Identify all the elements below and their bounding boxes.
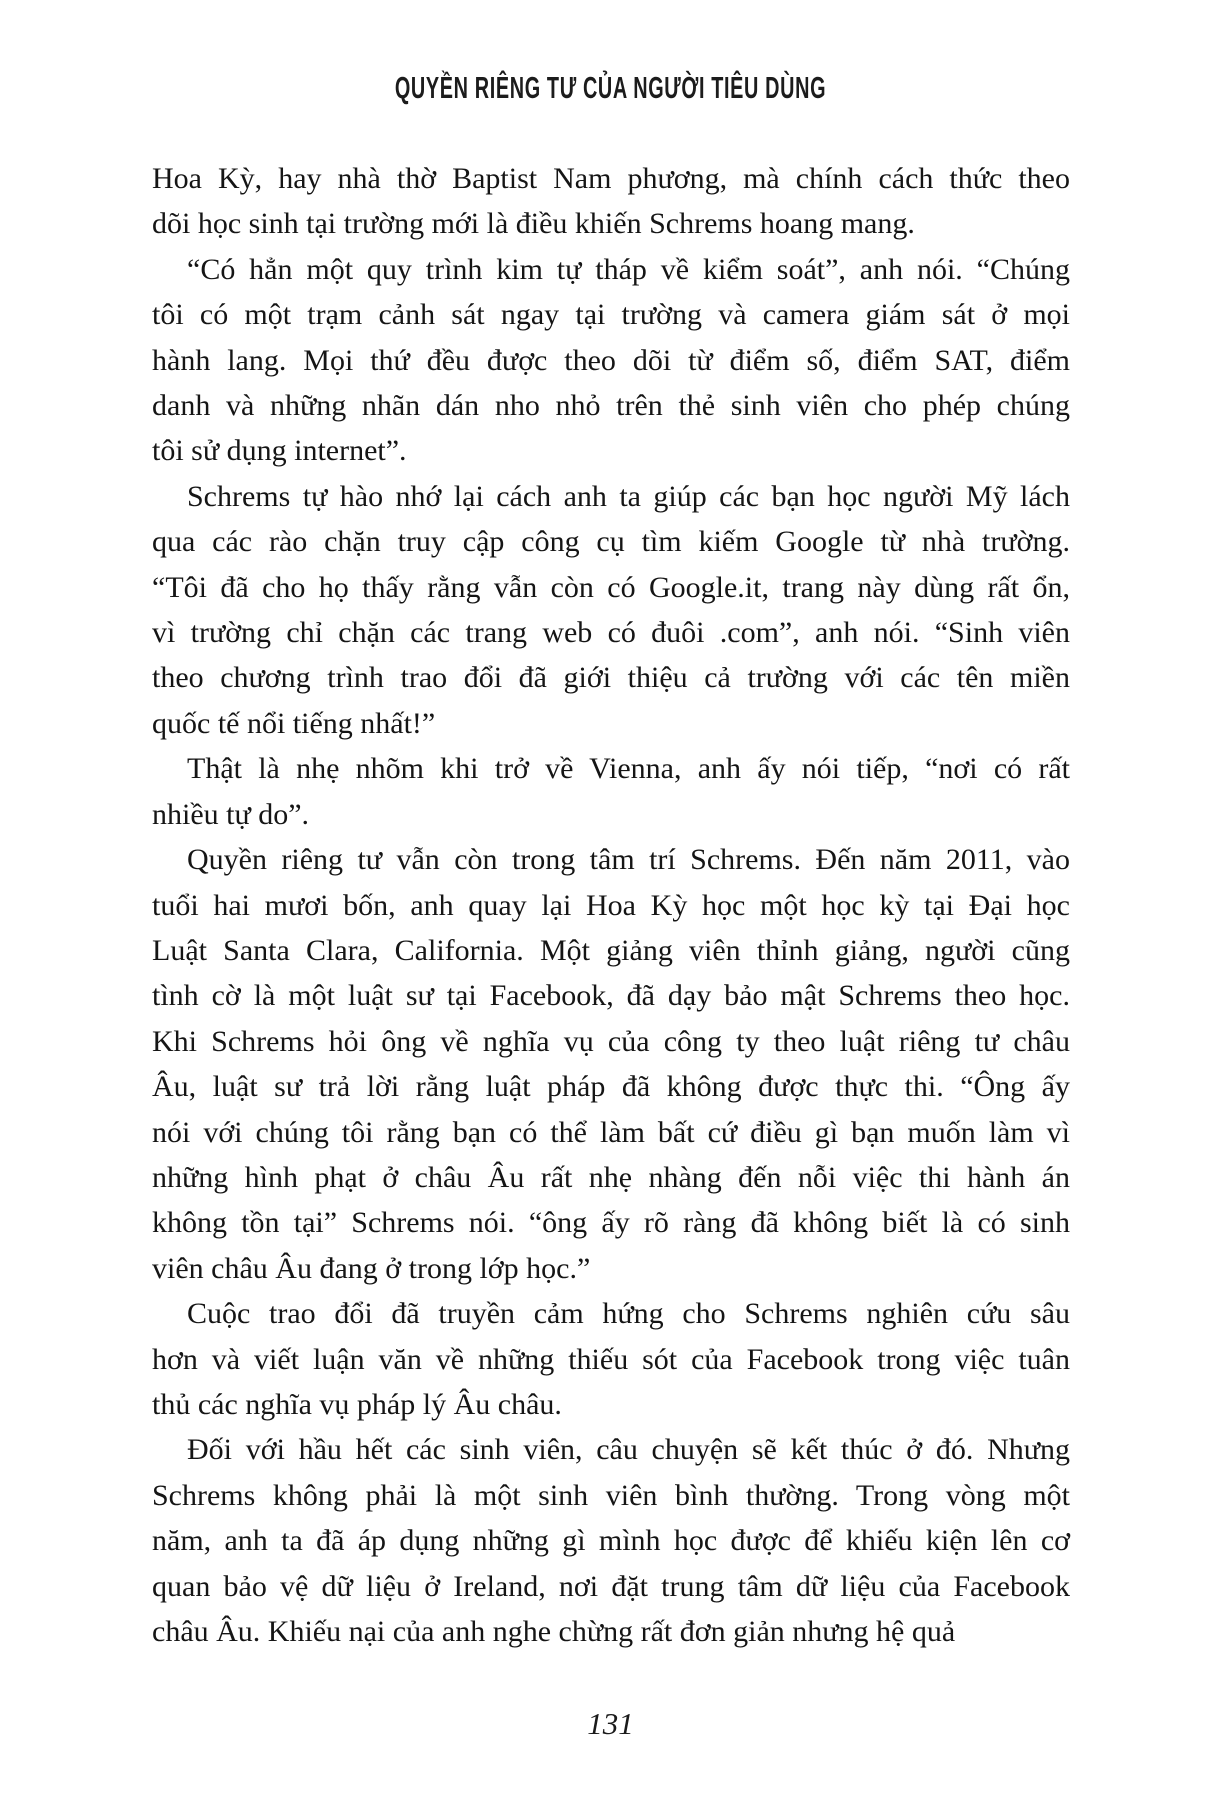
body-line: Âu, luật sư trả lời rằng luật pháp đã không được thực thi. “Ông ấy xyxy=(152,1070,1070,1104)
body-line: châu Âu. Khiếu nại của anh nghe chừng rất đơn giản nhưng hệ quả xyxy=(152,1615,956,1648)
body-line: Cuộc trao đổi đã truyền cảm hứng cho Schrems nghiên cứu sâu xyxy=(187,1297,1070,1331)
body-line: tôi sử dụng internet”. xyxy=(152,434,407,468)
body-text xyxy=(152,156,1070,1654)
body-line: thủ các nghĩa vụ pháp lý Âu châu. xyxy=(152,1387,562,1421)
page-number: 131 xyxy=(587,1706,634,1741)
body-line: Schrems không phải là một sinh viên bình thường. Trong vòng một xyxy=(152,1478,1070,1512)
body-line: quan bảo vệ dữ liệu ở Ireland, nơi đặt trung tâm dữ liệu của Facebook xyxy=(152,1569,1070,1603)
body-line: viên châu Âu đang ở trong lớp học.” xyxy=(152,1251,591,1285)
body-line: nhiều tự do”. xyxy=(152,797,310,831)
body-line: Schrems tự hào nhớ lại cách anh ta giúp các bạn học người Mỹ lách xyxy=(187,479,1070,513)
body-line: tôi có một trạm cảnh sát ngay tại trường và camera giám sát ở mọi xyxy=(152,298,1070,332)
body-line: hành lang. Mọi thứ đều được theo dõi từ điểm số, điểm SAT, điểm xyxy=(152,343,1070,377)
body-line: Khi Schrems hỏi ông về nghĩa vụ của công ty theo luật riêng tư châu xyxy=(152,1024,1070,1058)
body-line: tuổi hai mươi bốn, anh quay lại Hoa Kỳ học một học kỳ tại Đại học xyxy=(152,888,1070,922)
body-line: Quyền riêng tư vẫn còn trong tâm trí Schrems. Đến năm 2011, vào xyxy=(187,843,1070,877)
body-line: năm, anh ta đã áp dụng những gì mình học được để khiếu kiện lên cơ xyxy=(152,1524,1070,1558)
body-line: theo chương trình trao đổi đã giới thiệu cả trường với các tên miền xyxy=(152,661,1070,695)
body-line: Thật là nhẹ nhõm khi trở về Vienna, anh ấy nói tiếp, “nơi có rất xyxy=(187,752,1070,786)
body-line: qua các rào chặn truy cập công cụ tìm kiếm Google từ nhà trường. xyxy=(152,525,1070,559)
body-line: nói với chúng tôi rằng bạn có thể làm bất cứ điều gì bạn muốn làm vì xyxy=(152,1115,1070,1149)
body-line: vì trường chỉ chặn các trang web có đuôi .com”, anh nói. “Sinh viên xyxy=(152,616,1070,650)
body-line: không tồn tại” Schrems nói. “ông ấy rõ ràng đã không biết là có sinh xyxy=(152,1206,1070,1240)
body-line: tình cờ là một luật sư tại Facebook, đã dạy bảo mật Schrems theo học. xyxy=(152,979,1070,1013)
body-line: Hoa Kỳ, hay nhà thờ Baptist Nam phương, mà chính cách thức theo xyxy=(152,162,1070,195)
body-line: “Tôi đã cho họ thấy rằng vẫn còn có Google.it, trang này dùng rất ổn, xyxy=(152,570,1070,604)
body-line: “Có hẳn một quy trình kim tự tháp về kiểm soát”, anh nói. “Chúng xyxy=(187,252,1070,286)
body-line: quốc tế nổi tiếng nhất!” xyxy=(152,706,436,740)
running-header: QUYỀN RIÊNG TƯ CỦA NGƯỜI TIÊU DÙNG xyxy=(394,70,827,105)
body-line: những hình phạt ở châu Âu rất nhẹ nhàng đến nỗi việc thi hành án xyxy=(152,1160,1070,1194)
body-line: danh và những nhãn dán nho nhỏ trên thẻ sinh viên cho phép chúng xyxy=(152,389,1070,423)
body-line: Đối với hầu hết các sinh viên, câu chuyện sẽ kết thúc ở đó. Nhưng xyxy=(187,1433,1070,1467)
body-line: Luật Santa Clara, California. Một giảng viên thỉnh giảng, người cũng xyxy=(152,933,1070,967)
body-line: hơn và viết luận văn về những thiếu sót của Facebook trong việc tuân xyxy=(152,1342,1070,1376)
body-line: dõi học sinh tại trường mới là điều khiến Schrems hoang mang. xyxy=(152,207,915,241)
